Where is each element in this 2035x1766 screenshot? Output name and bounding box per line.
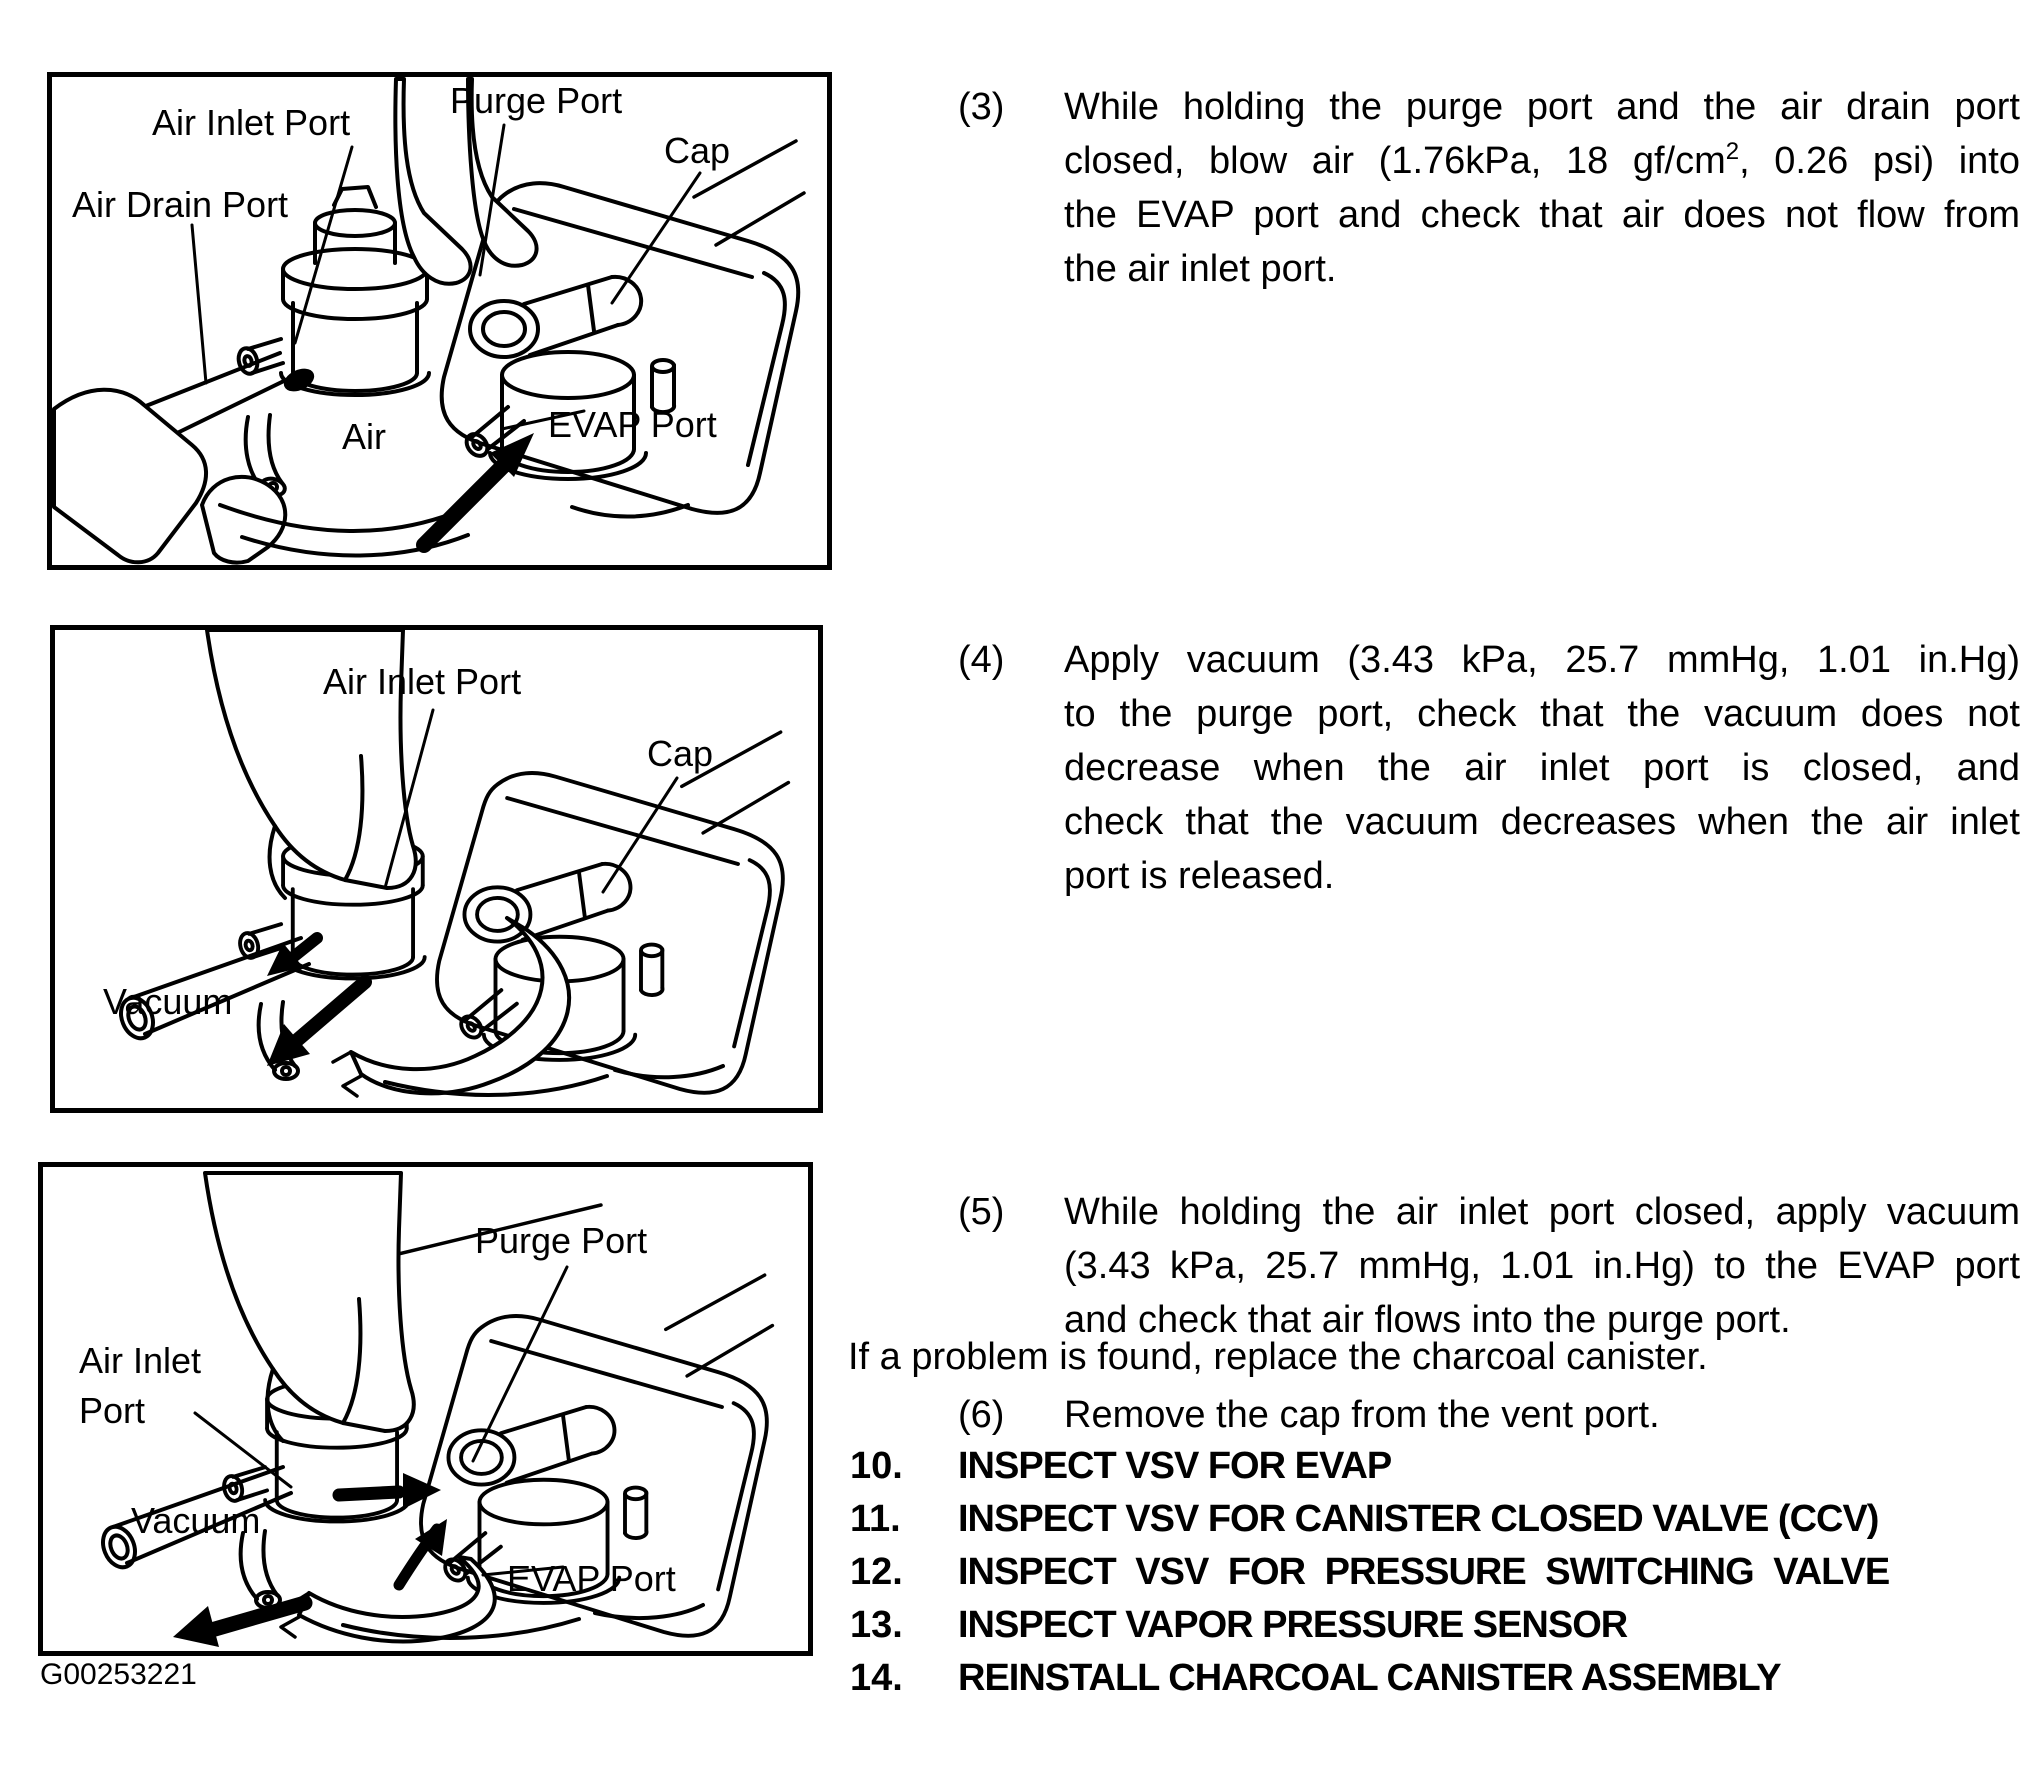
step-6-number: (6)	[958, 1394, 1005, 1436]
vacuum-label: Vacuum	[103, 981, 233, 1022]
heading-10-number: 10.	[850, 1445, 903, 1487]
heading-10	[850, 1440, 1391, 1493]
diagram-step4-canvas	[55, 630, 818, 1108]
diagram-step5-canvas	[43, 1167, 808, 1651]
air-inlet-port-label: Air Inlet Port	[152, 102, 351, 143]
step-4-number: (4)	[958, 639, 1005, 681]
step-5-number: (5)	[958, 1191, 1005, 1233]
heading-11	[850, 1493, 1878, 1546]
heading-14	[850, 1652, 1781, 1705]
vacuum-hose	[333, 918, 569, 1096]
vacuum-label: Vacuum	[131, 1500, 261, 1541]
step-6-text: Remove the cap from the vent port.	[1064, 1394, 1660, 1436]
diagram-step3	[47, 72, 832, 570]
pressing-hand	[205, 1173, 414, 1441]
heading-11-text: INSPECT VSV FOR CANISTER CLOSED VALVE (CCV)	[958, 1498, 1879, 1540]
step-4-line-4: check that the vacuum decreases when the air inlet	[1064, 801, 2020, 843]
air-into-purge-arrow	[339, 1473, 441, 1509]
diagram-step3-canvas	[52, 77, 827, 565]
purge-port-label: Purge Port	[475, 1220, 648, 1261]
heading-13	[850, 1599, 1627, 1652]
step-3-line-1: While holding the purge port and the air drain port	[1064, 86, 2020, 128]
heading-13-text: INSPECT VAPOR PRESSURE SENSOR	[958, 1604, 1628, 1646]
air-inlet-label-line1: Air Inlet	[79, 1340, 202, 1381]
step-3-line-2-post: , 0.26 psi) into	[1739, 140, 2021, 182]
heading-12-number: 12.	[850, 1551, 903, 1593]
heading-12	[850, 1546, 1889, 1599]
step-5-line-3: and check that air flows into the purge port.	[1064, 1299, 1791, 1341]
heading-12-text: INSPECT VSV FOR PRESSURE SWITCHING VALVE	[958, 1551, 1890, 1593]
hanging-hose	[241, 1531, 280, 1608]
diagram-step5	[38, 1162, 813, 1656]
air-inlet-label-line2: Port	[79, 1390, 146, 1431]
step-4-line-3: decrease when the air inlet port is closed, and	[1064, 747, 2020, 789]
diagram-step4	[50, 625, 823, 1113]
holding-hand	[54, 390, 285, 563]
step-3-number: (3)	[958, 86, 1005, 128]
air-drain-port-label: Air Drain Port	[72, 184, 289, 225]
heading-14-text: REINSTALL CHARCOAL CANISTER ASSEMBLY	[958, 1657, 1781, 1699]
figure-code: G00253221	[40, 1658, 197, 1691]
cap-label: Cap	[647, 733, 714, 774]
step-4-line-2: to the purge port, check that the vacuum does not	[1064, 693, 2020, 735]
step-5-line-1: While holding the air inlet port closed, apply vacuum	[1064, 1191, 2020, 1233]
air-label: Air	[342, 416, 386, 457]
step-3-line-3: the EVAP port and check that air does not flow from	[1064, 194, 2020, 236]
step-5-text	[1064, 1185, 2020, 1347]
step-4-line-1: Apply vacuum (3.43 kPa, 25.7 mmHg, 1.01 in.Hg)	[1064, 639, 2020, 681]
purge-port-label: Purge Port	[450, 80, 623, 121]
heading-11-number: 11.	[850, 1498, 901, 1540]
step-4-text	[1064, 633, 2020, 903]
evap-port-label: EVAP Port	[507, 1558, 676, 1599]
heading-14-number: 14.	[850, 1657, 903, 1699]
step-3-line-4: the air inlet port.	[1064, 248, 1337, 290]
step-3-line-2-pre: closed, blow air (1.76kPa, 18 gf/cm	[1064, 140, 1726, 182]
heading-10-text: INSPECT VSV FOR EVAP	[958, 1445, 1392, 1487]
step-5-line-2: (3.43 kPa, 25.7 mmHg, 1.01 in.Hg) to the EVAP port	[1064, 1245, 2020, 1287]
air-inlet-port-label: Air Inlet Port	[323, 661, 522, 702]
problem-note: If a problem is found, replace the charcoal canister.	[848, 1336, 1708, 1378]
step-3-text	[1064, 80, 2020, 296]
step-3-line-2	[1064, 134, 2020, 188]
heading-13-number: 13.	[850, 1604, 903, 1646]
evap-port-label: EVAP Port	[548, 404, 717, 445]
step-4-line-5: port is released.	[1064, 855, 1335, 897]
cap-label: Cap	[664, 130, 731, 171]
superscript-2: 2	[1725, 138, 1740, 165]
